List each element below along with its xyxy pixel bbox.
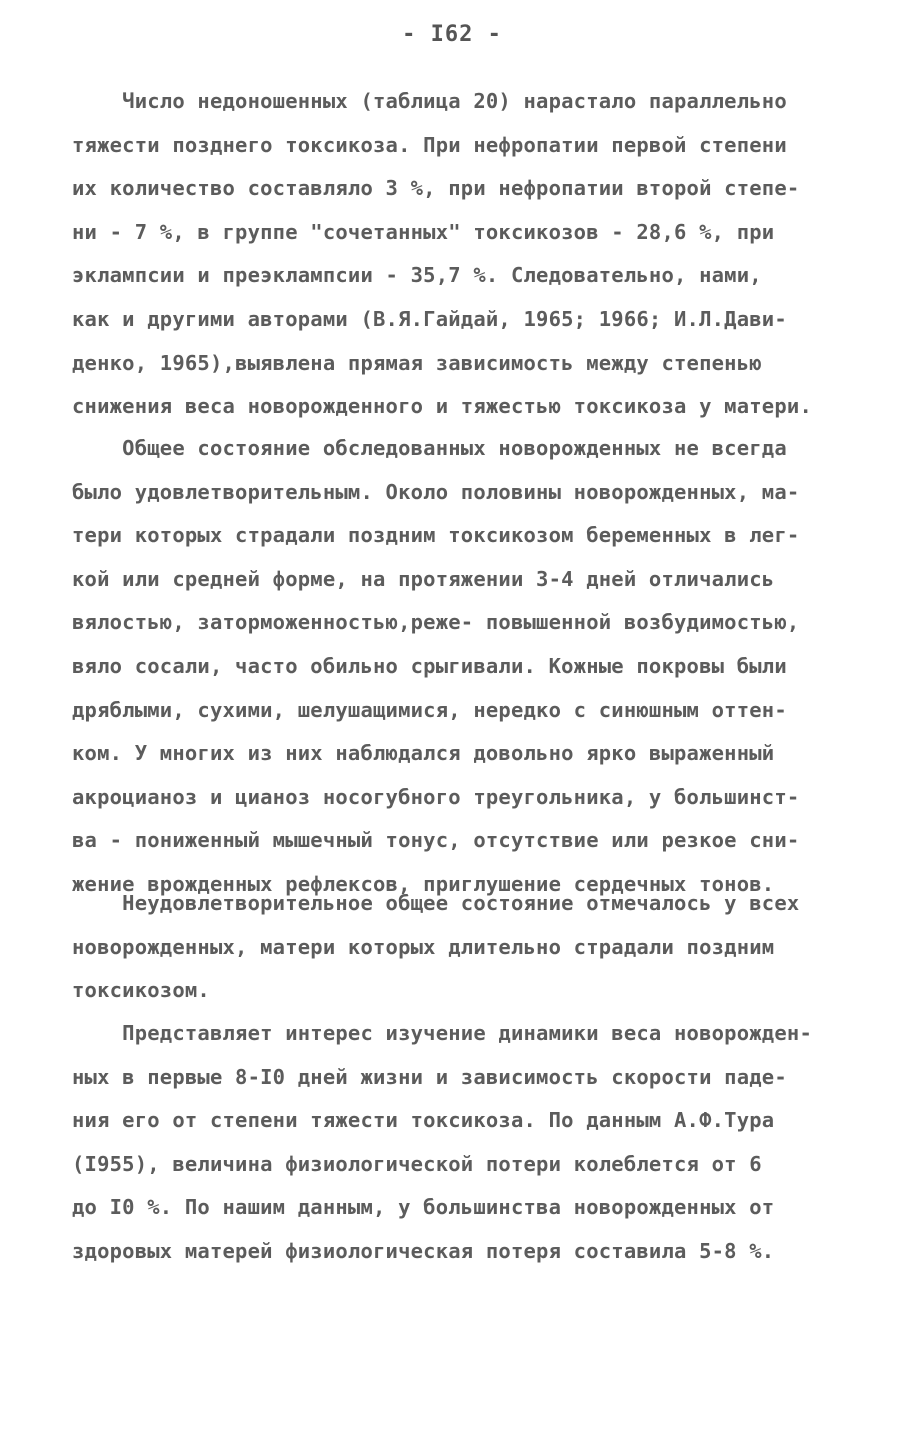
text-line: токсикозом. [72, 978, 210, 1003]
paragraph-unsatisfactory-condition [72, 882, 842, 1013]
text-line: как и другими авторами (В.Я.Гайдай, 1965; 1966; И.Л.Дави- [72, 306, 787, 331]
paragraph-weight-dynamics [72, 1012, 842, 1274]
text-line: Общее состояние обследованных новорожденных не всегда [72, 436, 787, 460]
paragraph-general-condition [72, 427, 842, 907]
text-line: снижения веса новорожденного и тяжестью токсикоза у матери. [72, 394, 812, 419]
text-line: ва - пониженный мышечный тонус, отсутствие или резкое сни- [72, 828, 800, 853]
page-number: - I62 - [402, 22, 502, 47]
text-line: вяло сосали, часто обильно срыгивали. Кожные покровы были [72, 653, 787, 678]
text-line: денко, 1965),выявлена прямая зависимость между степенью [72, 350, 762, 375]
text-line: тери которых страдали поздним токсикозом беременных в лег- [72, 523, 800, 548]
text-line: здоровых матерей физиологическая потеря составила 5-8 %. [72, 1238, 775, 1263]
text-line: Представляет интерес изучение динамики веса новорожден- [72, 1021, 812, 1045]
text-line: было удовлетворительным. Около половины новорожденных, ма- [72, 479, 800, 504]
text-line: тяжести позднего токсикоза. При нефропатии первой степени [72, 132, 787, 157]
text-line: жение врожденных рефлексов, приглушение сердечных тонов. [72, 871, 775, 896]
text-line: вялостью, заторможенностью,реже- повышенной возбудимостью, [72, 610, 800, 635]
text-line: эклампсии и преэклампсии - 35,7 %. Следовательно, нами, [72, 263, 762, 288]
text-line: акроцианоз и цианоз носогубного треугольника, у большинст- [72, 784, 800, 809]
text-line: (I955), величина физиологической потери колеблется от 6 [72, 1151, 762, 1176]
text-line: ния его от степени тяжести токсикоза. По данным А.Ф.Тура [72, 1108, 775, 1133]
text-line: новорожденных, матери которых длительно страдали поздним [72, 934, 775, 959]
text-line: ком. У многих из них наблюдался довольно ярко выраженный [72, 741, 775, 766]
text-line: ных в первые 8-I0 дней жизни и зависимость скорости паде- [72, 1064, 787, 1089]
text-line: Неудовлетворительное общее состояние отмечалось у всех [72, 891, 800, 915]
text-line: ни - 7 %, в группе "сочетанных" токсикозов - 28,6 %, при [72, 219, 775, 244]
text-line: до I0 %. По нашим данным, у большинства новорожденных от [72, 1195, 775, 1220]
text-line: кой или средней форме, на протяжении 3-4 дней отличались [72, 566, 775, 591]
paragraph-premature-infants [72, 80, 842, 429]
text-line: Число недоношенных (таблица 20) нарастало параллельно [72, 89, 787, 113]
text-line: их количество составляло 3 %, при нефропатии второй степе- [72, 176, 800, 201]
text-line: дряблыми, сухими, шелушащимися, нередко с синюшным оттен- [72, 697, 787, 722]
